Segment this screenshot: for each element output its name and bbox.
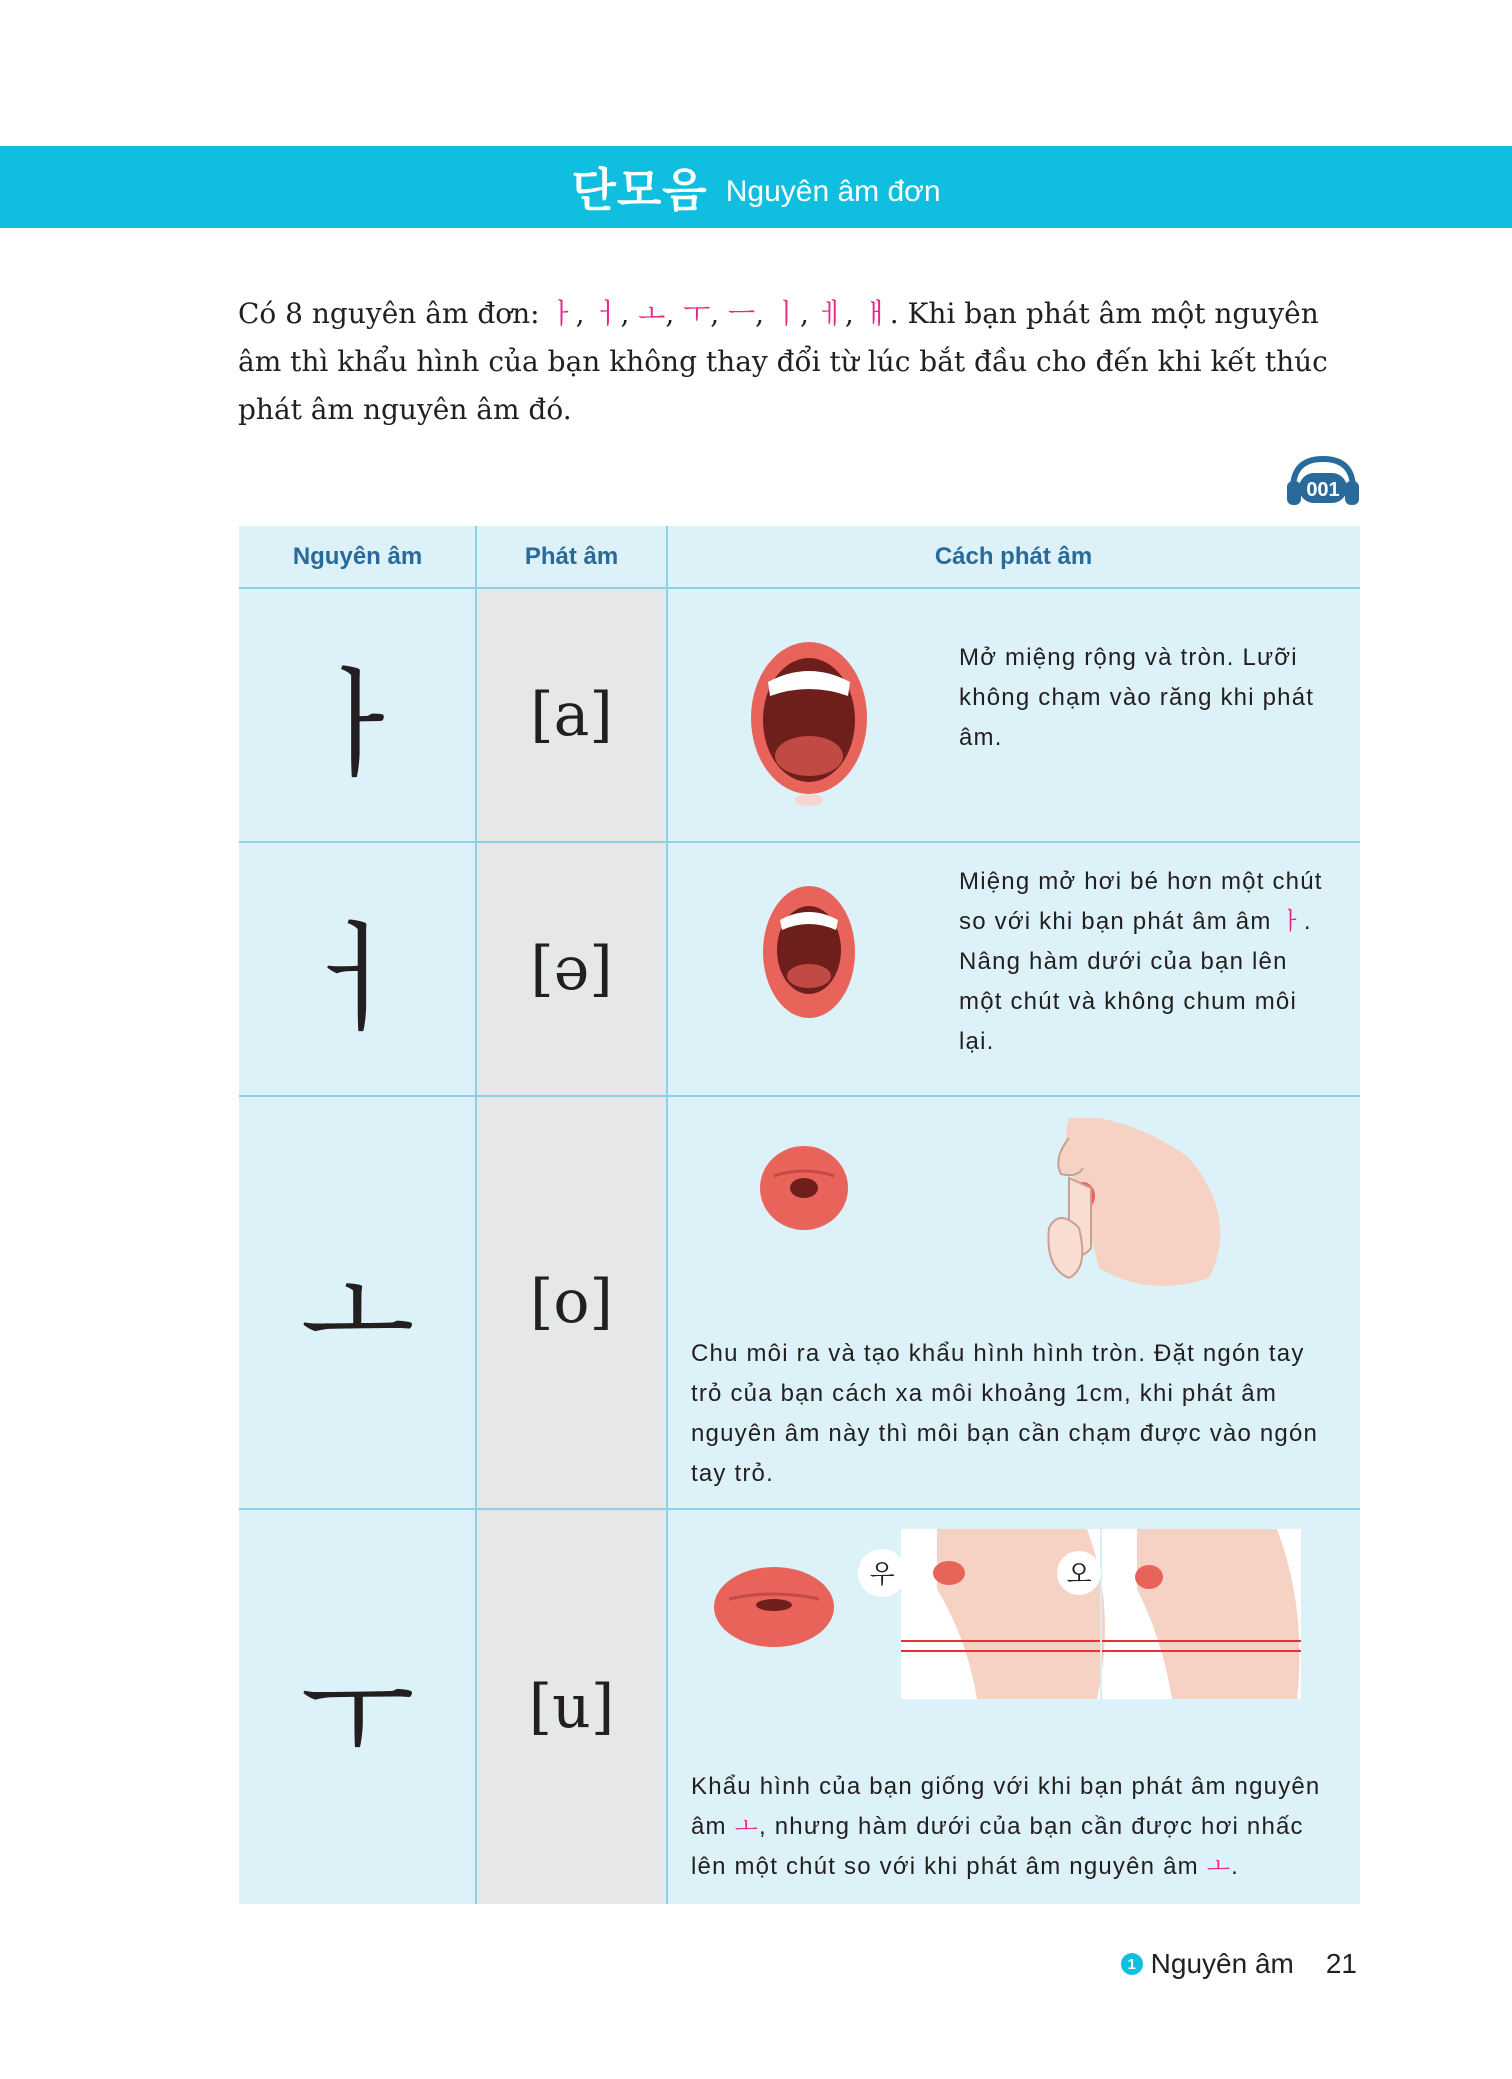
finger-on-lips-face-icon	[1039, 1118, 1239, 1298]
vowel-reference: ㅗ	[734, 1813, 759, 1840]
vowel-glyph: ㅜ	[300, 1647, 415, 1786]
vowel-glyph: ㅏ	[300, 655, 415, 794]
banner-vietnamese-title: Nguyên âm đơn	[725, 175, 941, 208]
intro-vowel: ㅜ	[683, 297, 711, 330]
pronunciation-description: Chu môi ra và tạo khẩu hình hình tròn. Đặt ngón tay trỏ của bạn cách xa môi khoảng 1cm, khi phát âm nguyên âm này thì môi bạn cần chạm được vào ngón tay trỏ.	[691, 1340, 1319, 1487]
intro-vowel: ㅡ	[728, 297, 756, 330]
intro-paragraph: Có 8 nguyên âm đơn: ㅏ, ㅓ, ㅗ, ㅜ, ㅡ, ㅣ, ㅔ, ㅐ. Khi bạn phát âm một nguyên âm thì khẩu hình của bạn không thay đổi từ lúc bắt đầu cho đến khi kết thúc phát âm nguyên âm đó.	[238, 297, 1328, 426]
audio-track-number: 001	[1306, 479, 1340, 501]
rounded-lips-icon	[754, 1136, 854, 1236]
footer-section-title: Nguyên âm	[1150, 1948, 1294, 1979]
intro-suffix: . Khi bạn phát âm một nguyên âm thì khẩu hình của bạn không thay đổi từ lúc bắt đầu cho đến khi kết thúc phát âm nguyên âm đó.	[238, 297, 1328, 426]
open-mouth-wide-icon	[744, 638, 874, 808]
vowel-reference: ㅏ	[1279, 908, 1304, 935]
description-text: Miệng mở hơi bé hơn một chút so với khi bạn phát âm âm	[959, 868, 1323, 935]
header-method: Cách phát âm	[934, 543, 1093, 570]
vowel-glyph: ㅗ	[300, 1243, 415, 1381]
page-number: 21	[1325, 1948, 1357, 1979]
open-mouth-medium-icon	[754, 880, 864, 1030]
pronunciation-description	[959, 862, 1329, 1062]
vowel-table	[239, 526, 1360, 1904]
ipa-symbol: [u]	[528, 1671, 615, 1742]
side-profile-comparison-icon	[857, 1529, 1301, 1699]
intro-vowel: ㅐ	[862, 297, 890, 330]
section-banner	[0, 146, 1512, 228]
intro-vowel: ㅓ	[593, 297, 621, 330]
header-pronunciation: Phát âm	[524, 543, 619, 570]
intro-vowel: ㅗ	[638, 297, 666, 330]
intro-vowel: ㅔ	[817, 297, 845, 330]
description-text: .	[1231, 1853, 1239, 1880]
intro-prefix: Có 8 nguyên âm đơn:	[238, 297, 549, 330]
pronunciation-description	[691, 1767, 1331, 1887]
vowel-reference: ㅗ	[1206, 1853, 1232, 1880]
table-row	[239, 588, 1360, 841]
description-text: , nhưng hàm dưới của bạn cần được hơi nhấc lên một chút so với khi phát âm nguyên âm	[691, 1813, 1304, 1880]
page-footer	[1121, 1948, 1357, 1980]
label-o: 오	[1066, 1560, 1092, 1590]
table-row	[239, 1509, 1360, 1904]
pursed-lips-icon	[709, 1549, 839, 1659]
banner-korean-title: 단모음	[571, 163, 708, 217]
audio-track-headphones-icon[interactable]	[1285, 455, 1361, 511]
pronunciation-description: Mở miệng rộng và tròn. Lưỡi không chạm vào răng khi phát âm.	[959, 644, 1315, 751]
intro-vowel: ㅣ	[772, 297, 800, 330]
label-u: 우	[869, 1560, 895, 1590]
table-header	[239, 526, 1360, 588]
table-row	[239, 1096, 1360, 1508]
chapter-badge: 1	[1121, 1953, 1143, 1975]
ipa-symbol: [ə]	[530, 933, 613, 1004]
ipa-symbol: [o]	[530, 1267, 613, 1337]
ipa-symbol: [a]	[530, 679, 613, 750]
description-text: Khẩu hình của bạn giống với khi bạn phát âm nguyên âm	[691, 1773, 1321, 1840]
header-vowel: Nguyên âm	[292, 543, 423, 570]
table-row	[239, 842, 1360, 1095]
vowel-glyph: ㅓ	[300, 909, 415, 1048]
intro-vowel: ㅏ	[548, 297, 576, 330]
description-text: . Nâng hàm dưới của bạn lên một chút và không chum môi lại.	[959, 908, 1312, 1055]
